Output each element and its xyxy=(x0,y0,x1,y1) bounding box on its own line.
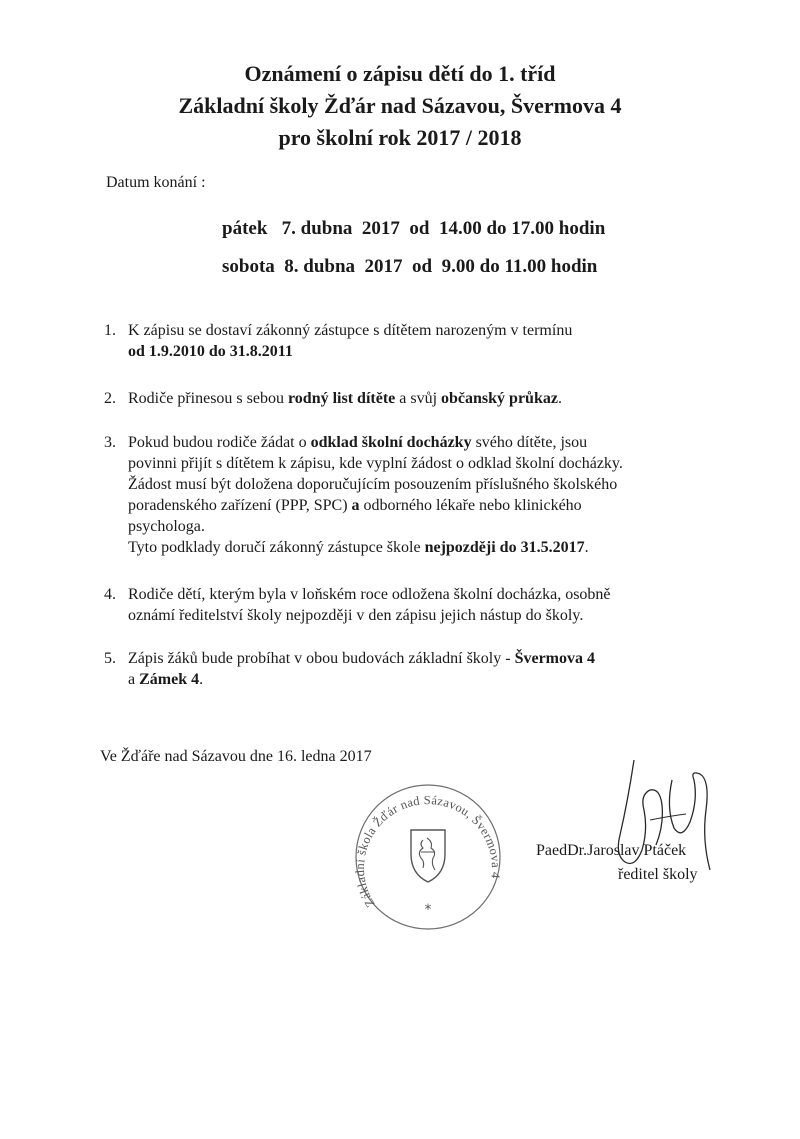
item-date-range: od 1.9.2010 do 31.8.2011 xyxy=(128,343,293,360)
item-bold-and: a xyxy=(351,497,360,514)
item-text: Rodiče dětí, kterým byla v loňském roce odložena školní docházka, osobně xyxy=(128,586,611,603)
item-bold-building-1: Švermova 4 xyxy=(514,650,596,667)
item-number: 1. xyxy=(104,322,116,339)
signatory-role: ředitel školy xyxy=(618,866,698,883)
item-bold-deadline: nejpozději do 31.5.2017 xyxy=(424,539,585,556)
item-text: povinni přijít s dítětem k zápisu, kde vyplní žádost o odklad školní docházky. xyxy=(128,455,623,472)
item-bold-building-2: Zámek 4 xyxy=(139,671,200,688)
item-number: 4. xyxy=(104,586,116,603)
document-title xyxy=(0,58,800,154)
item-text: a svůj xyxy=(395,390,442,407)
title-line-3: pro školní rok 2017 / 2018 xyxy=(278,125,522,150)
item-text: psychologa. xyxy=(128,518,205,535)
date-friday: pátek 7. dubna 2017 od 14.00 do 17.00 hodin xyxy=(222,218,606,239)
item-text: svého dítěte, jsou xyxy=(471,434,588,451)
item-number: 3. xyxy=(104,434,116,451)
list-item-2 xyxy=(104,388,562,409)
item-text: Pokud budou rodiče žádat o xyxy=(128,434,311,451)
item-text: K zápisu se dostaví zákonný zástupce s dítětem narozeným v termínu xyxy=(128,322,573,339)
title-line-1: Oznámení o zápisu dětí do 1. tříd xyxy=(244,61,556,86)
place-and-date: Ve Žďáře nad Sázavou dne 16. ledna 2017 xyxy=(100,748,372,765)
date-saturday: sobota 8. dubna 2017 od 9.00 do 11.00 hodin xyxy=(222,256,598,277)
item-text: . xyxy=(199,671,204,688)
item-text: . xyxy=(557,390,562,407)
item-text: Rodiče přinesou s sebou xyxy=(128,390,288,407)
stamp-star-icon: * xyxy=(424,902,432,918)
list-item-5 xyxy=(104,648,595,690)
title-line-2: Základní školy Žďár nad Sázavou, Švermova 4 xyxy=(178,93,622,118)
list-item-4 xyxy=(104,584,611,626)
item-text: . xyxy=(584,539,589,556)
item-bold-deferral: odklad školní docházky xyxy=(310,434,472,451)
item-text: poradenského zařízení (PPP, SPC) xyxy=(128,497,352,514)
signatory-name: PaedDr.Jaroslav Ptáček xyxy=(536,842,687,859)
item-number: 5. xyxy=(104,650,116,667)
list-item-1 xyxy=(104,320,572,362)
item-text: oznámí ředitelství školy nejpozději v den zápisu jejich nástup do školy. xyxy=(128,607,584,624)
date-label: Datum konání : xyxy=(106,174,206,191)
item-text: Zápis žáků bude probíhat v obou budovách základní školy - xyxy=(128,650,515,667)
item-text: Žádost musí být doložena doporučujícím posouzením příslušného školského xyxy=(128,476,618,493)
coat-of-arms-icon xyxy=(411,830,445,882)
item-text: odborného lékaře nebo klinického xyxy=(359,497,582,514)
item-text: a xyxy=(128,671,140,688)
item-bold-id-card: občanský průkaz xyxy=(441,390,558,407)
svg-text:Základní škola Žďár nad Sázavo xyxy=(353,793,503,910)
item-bold-birth-certificate: rodný list dítěte xyxy=(287,390,396,407)
list-item-3 xyxy=(104,432,623,558)
item-text: Tyto podklady doručí zákonný zástupce škole xyxy=(128,539,425,556)
stamp-text: Základní škola Žďár nad Sázavou, Švermova 4 xyxy=(353,793,503,910)
school-stamp xyxy=(353,782,503,932)
item-number: 2. xyxy=(104,390,116,407)
